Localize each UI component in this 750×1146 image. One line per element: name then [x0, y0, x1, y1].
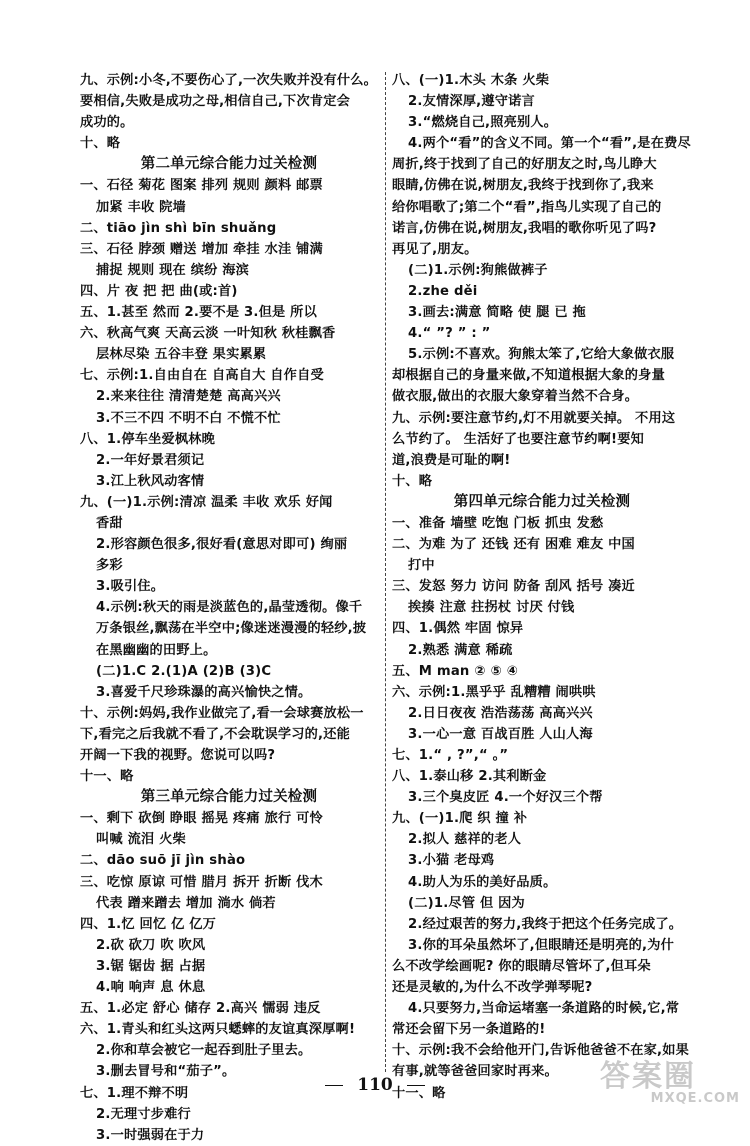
answer-line: 九、示例:要注意节约,灯不用就要关掉。 不用这	[392, 410, 676, 426]
answer-line: 七、1.“ , ?”,“ 。”	[392, 748, 509, 763]
answer-line: 三、发怒 努力 访问 防备 刮风 括号 凑近	[392, 579, 635, 595]
left-column	[80, 70, 378, 1146]
answer-line: 打中	[408, 558, 435, 574]
page-number: 110	[357, 1075, 393, 1095]
answer-line: 九、(一)1.爬 织 撞 补	[392, 811, 528, 827]
footer-dash-left	[325, 1085, 343, 1086]
answer-line: 却根据自己的身量来做,不知道根据大象的身量	[392, 368, 665, 384]
answer-line: 4.“ ”? ” : ”	[408, 326, 491, 342]
answer-line: 2.砍 砍刀 吹 吹风	[96, 937, 206, 953]
answer-line: 七、示例:1.自由自在 自高自大 自作自受	[80, 368, 324, 384]
answer-line: 2.拟人 慈祥的老人	[408, 832, 522, 848]
answer-line: 4.示例:秋天的雨是淡蓝色的,晶莹透彻。像千	[96, 600, 363, 616]
answer-line: 九、示例:小冬,不要伤心了,一次失败并没有什么。	[80, 73, 378, 88]
answer-line: 4.两个“看”的含义不同。第一个“看”,是在费尽	[408, 136, 691, 152]
answer-line: 3.三个臭皮匠 4.一个好汉三个帮	[408, 790, 603, 806]
answer-line: 3.画去:满意 简略 使 腿 已 拖	[408, 305, 586, 321]
answer-line: 二、为难 为了 还钱 还有 困难 难友 中国	[392, 537, 635, 553]
answer-line: 2.zhe děi	[408, 283, 478, 299]
answer-line: 加紧 丰收 院墙	[96, 199, 186, 215]
answer-line: 十、示例:妈妈,我作业做完了,看一会球赛放松一	[80, 705, 364, 721]
answer-line: 还是灵敏的,为什么不改学弹琴呢?	[392, 980, 593, 996]
answer-line: 开阔一下我的视野。您说可以吗?	[80, 748, 276, 763]
answer-line: 3.不三不四 不明不白 不慌不忙	[96, 410, 281, 426]
watermark-logo-text: 答案圈	[600, 1059, 696, 1094]
answer-line: 3.删去冒号和“茄子”。	[96, 1064, 236, 1080]
answer-line: 层林尽染 五谷丰登 果实累累	[96, 347, 267, 363]
answer-line: 捕捉 规则 现在 缤纷 海滨	[96, 262, 250, 278]
section-title: 第三单元综合能力过关检测	[140, 789, 318, 806]
answer-line: 有事,就等爸爸回家时再来。	[392, 1064, 558, 1080]
answer-line: 2.无理寸步难行	[96, 1106, 191, 1122]
answer-line: 一、石径 菊花 图案 排列 规则 颜料 邮票	[80, 178, 323, 194]
answer-line: 么不改学绘画呢? 你的眼睛尽管坏了,但耳朵	[392, 958, 651, 974]
answer-line: 4.响 响声 息 休息	[96, 980, 206, 996]
answer-line: (二)1.尽管 但 因为	[408, 895, 525, 911]
answer-line: 道,浪费是可耻的啊!	[392, 452, 511, 468]
answer-line: 多彩	[96, 558, 123, 574]
answer-line: 八、1.停车坐爱枫林晚	[80, 431, 216, 447]
answer-line: 九、(一)1.示例:清凉 温柔 丰收 欢乐 好闻	[80, 494, 333, 510]
answer-line: 挨揍 注意 拄拐杖 讨厌 付钱	[408, 600, 575, 616]
answer-line: 3.“燃烧自己,照亮别人。	[408, 115, 558, 131]
answer-line: 给你唱歌了;第二个“看”,指鸟儿实现了自己的	[392, 199, 662, 215]
answer-line: 二、tiāo jìn shì bīn shuǎng	[80, 220, 277, 236]
answer-line: 2.熟悉 满意 稀疏	[408, 642, 513, 658]
answer-line: 十、略	[80, 136, 121, 152]
answer-line: 十一、略	[392, 1085, 446, 1101]
answer-line: (二)1.C 2.(1)A (2)B (3)C	[96, 663, 272, 679]
answer-line: 5.示例:不喜欢。狗熊太笨了,它给大象做衣服	[408, 347, 675, 363]
answer-line: 五、1.必定 舒心 储存 2.高兴 懦弱 违反	[80, 1001, 321, 1017]
answer-line: (二)1.示例:狗熊做裤子	[408, 262, 548, 278]
answer-line: 2.形容颜色很多,很好看(意思对即可) 绚丽	[96, 537, 348, 553]
answer-line: 一、准备 墙壁 吃饱 门板 抓虫 发愁	[392, 515, 604, 531]
answer-line: 成功的。	[80, 115, 134, 131]
answer-line: 香甜	[96, 515, 123, 531]
answer-line: 常还会留下另一条道路的!	[392, 1022, 546, 1038]
answer-line: 3.你的耳朵虽然坏了,但眼睛还是明亮的,为什	[408, 937, 674, 953]
answer-line: 五、1.甚至 然而 2.要不是 3.但是 所以	[80, 305, 317, 321]
answer-line: 再见了,朋友。	[392, 241, 478, 257]
answer-line: 2.经过艰苦的努力,我终于把这个任务完成了。	[408, 916, 683, 932]
answer-line: 叫喊 流泪 火柴	[96, 832, 186, 848]
answer-line: 2.一年好景君须记	[96, 452, 205, 468]
answer-line: 周折,终于找到了自己的好朋友之时,鸟儿睁大	[392, 157, 657, 173]
section-title: 第二单元综合能力过关检测	[140, 156, 318, 173]
site-watermark	[600, 1051, 740, 1107]
answer-line: 代表 蹭来蹭去 增加 淌水 倘若	[96, 895, 276, 911]
answer-line: 3.一心一意 百战百胜 人山人海	[408, 726, 593, 742]
answer-line: 一、剩下 砍倒 睁眼 摇晃 疼痛 旅行 可怜	[80, 811, 323, 827]
answer-line: 诺言,仿佛在说,树朋友,我唱的歌你听见了吗?	[392, 220, 657, 236]
answer-line: 七、1.理不辩不明	[80, 1085, 189, 1101]
answer-line: 十、略	[392, 473, 433, 489]
answer-line: 下,看完之后我就不看了,不会耽误学习的,还能	[80, 726, 350, 742]
answer-line: 二、dāo suō jī jìn shào	[80, 853, 246, 869]
answer-line: 六、1.青头和红头这两只蟋蟀的友谊真深厚啊!	[80, 1022, 356, 1038]
answer-line: 三、石径 脖颈 赠送 增加 牵挂 水洼 铺满	[80, 241, 323, 257]
answer-line: 4.只要努力,当命运堵塞一条道路的时候,它,常	[408, 1001, 680, 1017]
answer-line: 2.来来往往 清清楚楚 高高兴兴	[96, 389, 281, 405]
answer-line: 四、1.忆 回忆 亿 亿万	[80, 916, 217, 932]
answer-line: 3.吸引住。	[96, 579, 165, 595]
answer-line: 十、示例:我不会给他开门,告诉他爸爸不在家,如果	[392, 1043, 690, 1059]
section-title: 第四单元综合能力过关检测	[453, 493, 631, 510]
answer-line: 么节约了。 生活好了也要注意节约啊!要知	[392, 431, 644, 447]
answer-line: 在黑幽幽的田野上。	[96, 642, 217, 658]
answer-line: 五、M man ② ⑤ ④	[392, 663, 518, 679]
watermark-domain: MXQE.COM	[650, 1091, 740, 1106]
answer-line: 2.你和草会被它一起吞到肚子里去。	[96, 1043, 312, 1059]
answer-line: 万条银丝,飘荡在半空中;像迷迷漫漫的轻纱,披	[96, 621, 367, 637]
answer-line: 六、秋高气爽 天高云淡 一叶知秋 秋桂飘香	[80, 326, 336, 342]
answer-line: 做衣服,做出的衣服大象穿着当然不合身。	[392, 389, 639, 405]
answer-line: 四、1.偶然 牢固 惊异	[392, 621, 524, 637]
answer-line: 3.一时强弱在于力	[96, 1127, 205, 1143]
answer-line: 十一、略	[80, 769, 134, 785]
answer-line: 眼睛,仿佛在说,树朋友,我终于找到你了,我来	[392, 178, 654, 194]
answer-line: 三、吃惊 原谅 可惜 腊月 拆开 折断 伐木	[80, 874, 323, 890]
column-divider	[385, 72, 386, 1072]
answer-line: 八、(一)1.木头 木条 火柴	[392, 73, 550, 88]
answer-line: 3.小猫 老母鸡	[408, 853, 495, 869]
answer-line: 四、片 夜 把 把 曲(或:首)	[80, 283, 238, 299]
answer-line: 2.日日夜夜 浩浩荡荡 高高兴兴	[408, 705, 593, 721]
answer-line: 3.江上秋风动客情	[96, 473, 205, 489]
answer-line: 3.喜爱千尺珍珠瀑的高兴愉快之情。	[96, 684, 312, 700]
footer-dash-right	[407, 1085, 425, 1086]
answer-line: 3.锯 锯齿 据 占据	[96, 958, 206, 974]
answer-line: 要相信,失败是成功之母,相信自己,下次肯定会	[80, 94, 350, 110]
right-column	[392, 70, 692, 1104]
answer-line: 六、示例:1.黑乎乎 乱糟糟 闹哄哄	[392, 684, 596, 700]
answer-line: 4.助人为乐的美好品质。	[408, 874, 557, 890]
answer-line: 八、1.泰山移 2.其利断金	[392, 769, 547, 785]
answer-line: 2.友情深厚,遵守诺言	[408, 94, 535, 110]
